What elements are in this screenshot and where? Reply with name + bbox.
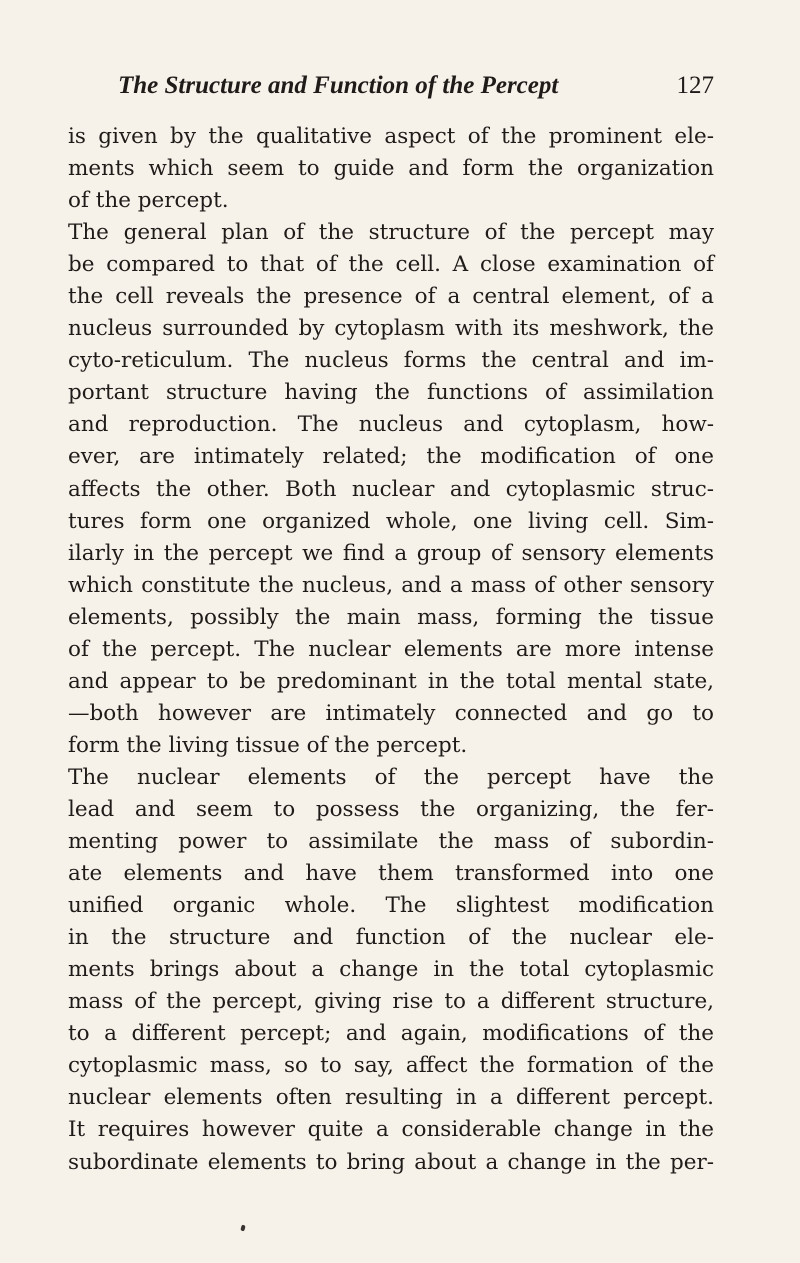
text-line: cyto-reticulum. The nucleus forms the central and im- <box>68 348 714 374</box>
text-line: of the percept. <box>68 188 229 214</box>
text-line: to a different percept; and again, modifications of the <box>68 1021 714 1047</box>
running-head <box>118 66 714 106</box>
body-text <box>68 121 714 1179</box>
text-line: ate elements and have them transformed into one <box>68 861 714 887</box>
text-line: nuclear elements often resulting in a different percept. <box>68 1085 714 1111</box>
ink-speck <box>240 1225 245 1232</box>
text-line: It requires however quite a considerable change in the <box>68 1117 714 1143</box>
text-line: ments which seem to guide and form the organization <box>68 156 714 182</box>
running-head-title: The Structure and Function of the Percept <box>118 72 559 99</box>
text-line: elements, possibly the main mass, forming the tissue <box>68 604 714 630</box>
text-line: ilarly in the percept we find a group of sensory elements <box>68 540 714 566</box>
text-line: nucleus surrounded by cytoplasm with its meshwork, the <box>68 316 714 342</box>
text-line: cytoplasmic mass, so to say, affect the formation of the <box>68 1053 714 1079</box>
text-line: lead and seem to possess the organizing, the fer- <box>68 796 714 822</box>
text-line: The general plan of the structure of the percept may <box>68 220 714 246</box>
text-line: and appear to be predominant in the total mental state, <box>68 668 714 694</box>
text-line: menting power to assimilate the mass of subordin- <box>68 829 714 855</box>
text-line: is given by the qualitative aspect of the prominent ele- <box>68 124 714 149</box>
text-line: tures form one organized whole, one living cell. Sim- <box>68 508 714 534</box>
text-line: ever, are intimately related; the modification of one <box>68 444 714 470</box>
text-line: and reproduction. The nucleus and cytoplasm, how- <box>68 412 714 438</box>
text-line: of the percept. The nuclear elements are more intense <box>68 636 714 662</box>
text-line: subordinate elements to bring about a change in the per- <box>68 1149 714 1175</box>
text-line: mass of the percept, giving rise to a different structure, <box>68 989 714 1015</box>
page-number: 127 <box>676 72 714 99</box>
text-line: which constitute the nucleus, and a mass of other sensory <box>68 572 714 598</box>
text-line: in the structure and function of the nuclear ele- <box>68 925 714 951</box>
text-line: ments brings about a change in the total cytoplasmic <box>68 957 714 983</box>
text-line: unified organic whole. The slightest modification <box>68 893 714 919</box>
text-line: The nuclear elements of the percept have the <box>68 764 714 790</box>
text-line: affects the other. Both nuclear and cytoplasmic struc- <box>68 476 714 502</box>
text-line: the cell reveals the presence of a central element, of a <box>68 284 714 310</box>
text-line: be compared to that of the cell. A close examination of <box>68 252 714 278</box>
text-line: portant structure having the functions of assimilation <box>68 380 714 406</box>
text-line: —both however are intimately connected and go to <box>68 700 714 726</box>
text-line: form the living tissue of the percept. <box>68 732 468 758</box>
